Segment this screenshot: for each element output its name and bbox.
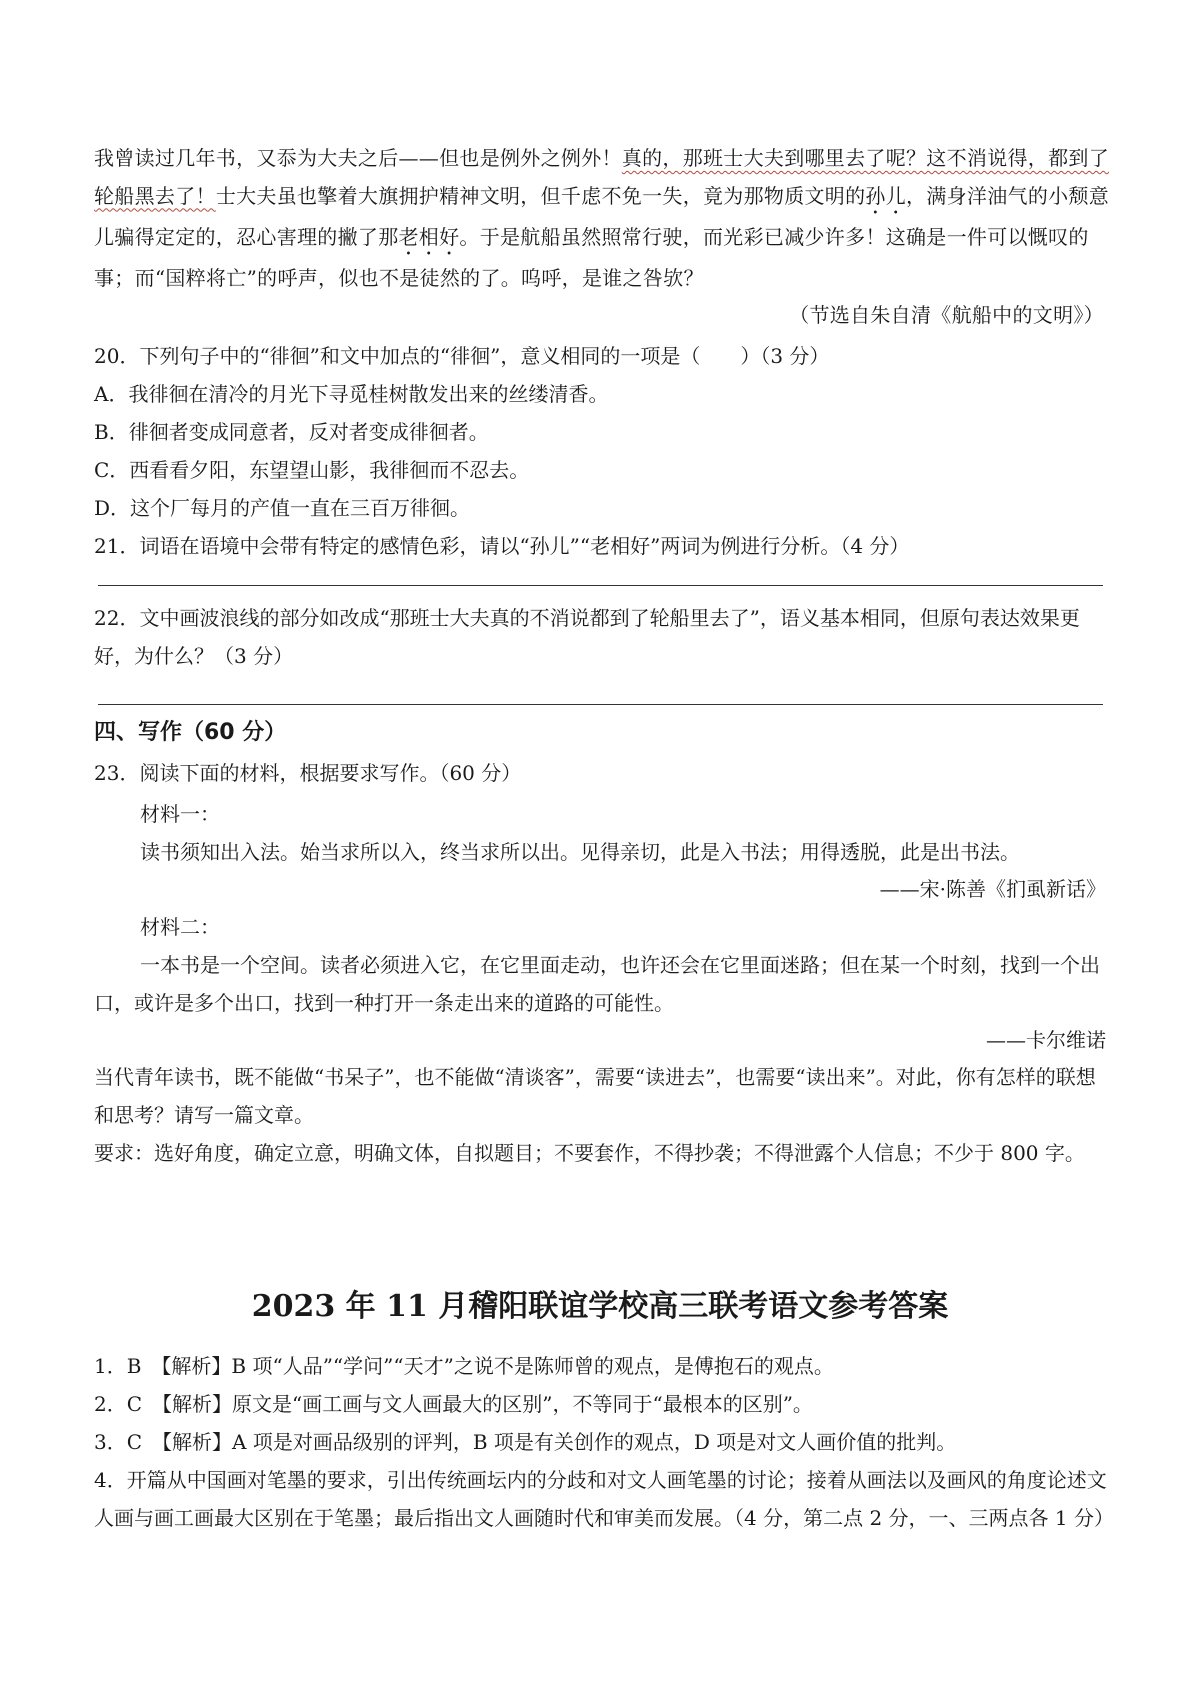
passage xyxy=(94,140,1112,335)
answer-item-4: 4．开篇从中国画对笔墨的要求，引出传统画坛内的分歧和对文人画笔墨的讨论；接着从画法以及画风的角度论述文人画与画工画最大区别在于笔墨；最后指出文人画随时代和审美而发展。（4 分，第二点 2 分，一、三两点各 1 分） xyxy=(94,1468,1114,1530)
answer-line-22 xyxy=(98,704,1103,705)
answer-item-1: 1．B 【解析】B 项“人品”“学问”“天才”之说不是陈师曾的观点，是傅抱石的观点。 xyxy=(94,1354,834,1378)
answer-line-21 xyxy=(98,585,1103,586)
material-2-label: 材料二： xyxy=(140,915,220,939)
answer-item-2: 2．C 【解析】原文是“画工画与文人画最大的区别”，不等同于“最根本的区别”。 xyxy=(94,1392,813,1416)
question-21-stem: 21．词语在语境中会带有特定的感情色彩，请以“孙儿”“老相好”两词为例进行分析。（4 分） xyxy=(94,534,910,558)
passage-text: 。于是航船虽然照常行驶，而光彩已减少许多！这确是一件可以慨叹的事；而“国粹将亡”的呼声，似也不是徒然的了。呜呼，是谁之咎欤？ xyxy=(94,224,1089,290)
material-1-text: 读书须知出入法。始当求所以入，终当求所以出。见得亲切，此是入书法；用得透脱，此是出书法。 xyxy=(140,840,1020,864)
material-1-source: ——宋·陈善《扪虱新话》 xyxy=(879,877,1106,901)
material-2-source: ——卡尔维诺 xyxy=(986,1028,1106,1052)
writing-prompt: 当代青年读书，既不能做“书呆子”，也不能做“清谈客”，需要“读进去”，也需要“读出来”。对此，你有怎样的联想和思考？请写一篇文章。 xyxy=(94,1065,1096,1127)
wavy-underlined-sentence: 真的，那班士大夫到哪里去了呢？这不消说得，都到了轮船黑去了！ xyxy=(94,146,1110,208)
passage-text: 我曾读过几年书，又忝为大夫之后——但也是例外之例外！ xyxy=(94,146,622,170)
option-b: B．徘徊者变成同意者，反对者变成徘徊者。 xyxy=(94,420,489,444)
question-20-stem: 20．下列句子中的“徘徊”和文中加点的“徘徊”，意义相同的一项是（ ）（3 分） xyxy=(94,344,830,368)
question-22-stem: 22．文中画波浪线的部分如改成“那班士大夫真的不消说都到了轮船里去了”，语义基本相同，但原句表达效果更好，为什么？（3 分） xyxy=(94,606,1080,668)
dotted-word-sun-er: 孙儿 xyxy=(865,183,907,208)
answer-key-title: 2023 年 11 月稽阳联谊学校高三联考语文参考答案 xyxy=(251,1289,949,1324)
dotted-word-lao-xiang-hao: 老相好 xyxy=(398,224,460,249)
passage-text: 士大夫虽也擎着大旗拥护精神文明，但千虑不免一失，竟为那物质文明的 xyxy=(215,183,866,208)
material-1-label: 材料一： xyxy=(140,802,220,826)
option-a: A．我徘徊在清冷的月光下寻觅桂树散发出来的丝缕清香。 xyxy=(94,382,609,406)
passage-source: （节选自朱自清《航船中的文明》） xyxy=(789,303,1104,327)
writing-requirements: 要求：选好角度，确定立意，明确文体，自拟题目；不要套作，不得抄袭；不得泄露个人信息；不少于 800 字。 xyxy=(94,1141,1085,1165)
passage-text: ，满身洋油气的小颓意儿骗得定定的，忍心害理的撇了那 xyxy=(94,183,1110,249)
section-heading-writing: 四、写作（60 分） xyxy=(94,720,287,745)
answer-item-3: 3．C 【解析】A 项是对画品级别的评判，B 项是有关创作的观点，D 项是对文人画价值的批判。 xyxy=(94,1430,957,1454)
option-c: C．西看看夕阳，东望望山影，我徘徊而不忍去。 xyxy=(94,458,530,482)
option-d: D．这个厂每月的产值一直在三百万徘徊。 xyxy=(94,496,471,520)
material-2-text: 一本书是一个空间。读者必须进入它，在它里面走动，也许还会在它里面迷路；但在某一个时刻，找到一个出口，或许是多个出口，找到一种打开一条走出来的道路的可能性。 xyxy=(94,953,1100,1015)
question-23-stem: 23．阅读下面的材料，根据要求写作。（60 分） xyxy=(94,761,522,785)
